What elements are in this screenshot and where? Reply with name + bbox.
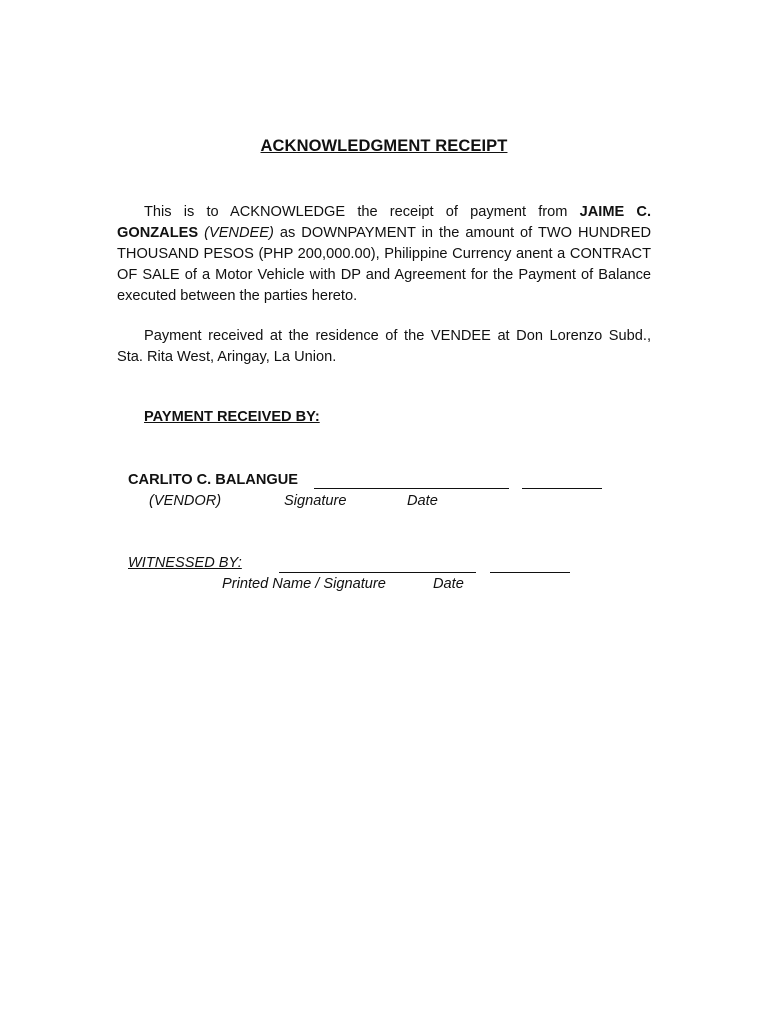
payment-received-by-label: PAYMENT RECEIVED BY: bbox=[144, 409, 320, 425]
vendor-role: (VENDOR) bbox=[149, 493, 222, 509]
paragraph-body-text: as DOWNPAYMENT in the amount of TWO HUNDRED THOUSAND PESOS (PHP 200,000.00), Philippine Currency anent a CONTRACT OF SALE of a Motor Vehicle with DP and Agreement for the Payment of Balance executed between the parties hereto. bbox=[117, 225, 651, 304]
witnessed-by-label: WITNESSED BY: bbox=[128, 555, 242, 571]
witness-signature-caption: Printed Name / Signature bbox=[222, 576, 386, 592]
witness-date-caption: Date bbox=[433, 576, 464, 592]
witness-date-line bbox=[490, 572, 570, 573]
paragraph-intro-text: This is to ACKNOWLEDGE the receipt of payment from bbox=[144, 204, 580, 220]
document-title: ACKNOWLEDGMENT RECEIPT bbox=[260, 137, 508, 155]
vendor-name: CARLITO C. BALANGUE bbox=[128, 472, 298, 488]
payer-name: JAIME C. GONZALES bbox=[117, 204, 651, 241]
vendor-signature-line bbox=[314, 488, 509, 489]
payment-location-paragraph: Payment received at the residence of the VENDEE at Don Lorenzo Subd., Sta. Rita West, Aringay, La Union. bbox=[117, 328, 651, 365]
vendor-signature-caption: Signature bbox=[284, 493, 347, 509]
payer-role: (VENDEE) bbox=[204, 225, 274, 241]
vendor-date-line bbox=[522, 488, 602, 489]
witness-signature-line bbox=[279, 572, 476, 573]
vendor-date-caption: Date bbox=[407, 493, 438, 509]
acknowledgment-paragraph bbox=[117, 202, 651, 307]
